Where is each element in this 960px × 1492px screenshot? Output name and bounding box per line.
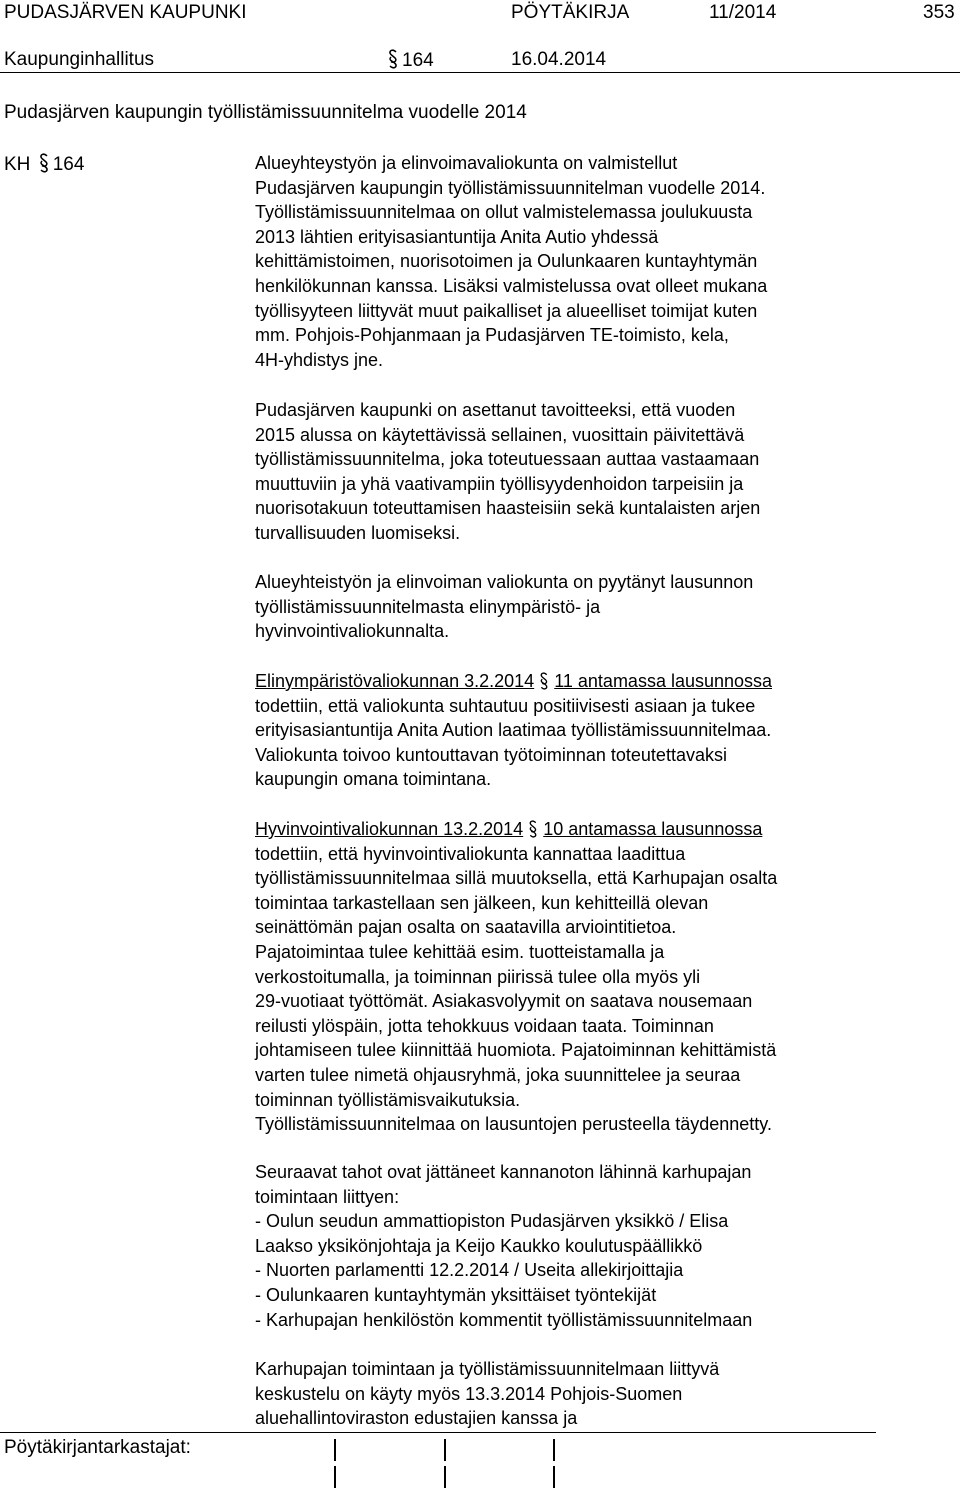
section-sign-icon <box>539 672 549 690</box>
meeting-date: 16.04.2014 <box>511 49 607 70</box>
paragraph-text <box>255 669 895 792</box>
paragraph-preparation <box>255 151 895 372</box>
meeting-body: Kaupunginhallitus <box>4 49 155 70</box>
paragraph-text <box>255 817 895 1137</box>
paragraph-body: todettiin, että hyvinvointivaliokunta kannattaa laadittua työllistämissuunnitelmaa sillä muutoksella, että Karhupajan osalta toimintaa tarkastellaan sen jälkeen, kun kehitteillä olevan seinättömän pajan osalta on saatavilla arviointitietoa. Pajatoimintaa tulee kehittää esim. tuotteistamalla ja verkostoitumalla, ja toiminnan piirissä tulee olla myös yli 29-vuotiaat työttömät. Asiakasvolyymit on saatava nousemaan reilusti ylöspäin, jotta tehokkuus voidaan taata. Toiminnan johtamiseen tulee kiinnittää huomiota. Pajatoiminnan kehittämistä varten tulee nimetä ohjausryhmä, joka suunnittelee ja seuraa toiminnan työllistämisvaikutuksia. Työllistämissuunnitelmaa on lausuntojen perusteella täydennetty. <box>255 843 778 1135</box>
paragraph-welfare-committee <box>255 817 895 1137</box>
paragraph-text: Seuraavat tahot ovat jättäneet kannanoton lähinnä karhupajan toimintaan liittyen: - Oulun seudun ammattiopiston Pudasjärven yksikkö / Elisa Laakso yksikönjohtaja ja Keijo Kaukko koulutuspäällikkö - Nuorten parlamentti 12.2.2014 / Useita allekirjoittajia - Oulunkaaren kuntayhtymän yksittäiset työntekijät - Karhupajan henkilöstön kommentit työllistämissuunnitelmaan <box>255 1162 753 1330</box>
section-number-value: 164 <box>402 50 434 71</box>
paragraph-text: Alueyhteistyön ja elinvoiman valiokunta on pyytänyt lausunnon työllistämissuunnitelmasta elinympäristö- ja hyvinvointivaliokunnalta. <box>255 572 754 642</box>
signature-box-divider <box>444 1466 446 1488</box>
paragraph-statements-list <box>255 1160 895 1332</box>
paragraph-body: todettiin, että valiokunta suhtautuu positiivisesti asiaan ja tukee erityisasiantuntija Anita Aution laatimaa työllistämissuunnitelmaa. Valiokunta toivoo kuntouttavan työtoiminnan toteutettavaksi kaupungin omana toimintana. <box>255 695 772 790</box>
page-title: Pudasjärven kaupungin työllistämissuunnitelma vuodelle 2014 <box>4 102 527 123</box>
paragraph-text: Alueyhteystyön ja elinvoimavaliokunta on valmistellut Pudasjärven kaupungin työllistämissuunnitelman vuodelle 2014. Työllistämissuunnitelmaa on ollut valmistelemassa joulukuusta 2013 lähtien erityisasiantuntija Anita Autio yhdessä kehittämistoimen, nuorisotoimen ja Oulunkaaren kuntayhtymän henkilökunnan kanssa. Lisäksi valmistelussa ovat olleet mukana työllisyyteen liittyvät muut paikalliset ja alueelliset toimijat kuten mm. Pohjois-Pohjanmaan ja Pudasjärven TE-toimisto, kela, 4H-yhdistys jne. <box>255 153 768 370</box>
minutes-checkers-label: Pöytäkirjantarkastajat: <box>4 1437 191 1458</box>
paragraph-statement-request <box>255 570 895 644</box>
underlined-reference: 11 antamassa lausunnossa <box>554 671 773 691</box>
paragraph-text: Pudasjärven kaupunki on asettanut tavoitteeksi, että vuoden 2015 alussa on käytettävissä sellainen, vuosittain päivitettävä työllistämissuunnitelma, joka toteutuessaan auttaa vastaamaan muuttuviin ja yhä vaativampiin työllisyydenhoidon tarpeisiin ja nuorisotakuun toteuttamisen haasteisiin sekä kuntalaisten arjen turvallisuuden luomiseksi. <box>255 400 761 543</box>
footer-divider <box>0 1432 876 1433</box>
signature-box-divider <box>444 1439 446 1461</box>
paragraph-discussion <box>255 1357 895 1431</box>
section-sign-icon <box>388 49 398 69</box>
header-divider <box>0 72 960 73</box>
signature-box-divider <box>334 1439 336 1461</box>
section-sign-icon <box>39 153 49 173</box>
header-organization: PUDASJÄRVEN KAUPUNKI <box>4 2 247 23</box>
signature-box-divider <box>553 1466 555 1488</box>
header-document-type: PÖYTÄKIRJA <box>511 2 630 23</box>
signature-box-divider <box>334 1466 336 1488</box>
section-sign-icon <box>528 820 538 838</box>
paragraph-environment-committee <box>255 669 895 792</box>
header-document-number: 11/2014 <box>709 2 777 23</box>
paragraph-text: Karhupajan toimintaan ja työllistämissuunnitelmaan liittyvä keskustelu on käyty myös 13.3.2014 Pohjois-Suomen aluehallintoviraston edustajien kanssa ja <box>255 1359 720 1429</box>
underlined-reference: 10 antamassa lausunnossa <box>543 819 763 839</box>
header-page-number: 353 <box>923 2 955 23</box>
section-number <box>388 49 434 72</box>
underlined-reference: Hyvinvointivaliokunnan 13.2.2014 <box>255 819 524 839</box>
signature-box-divider <box>553 1439 555 1461</box>
underlined-reference: Elinympäristövaliokunnan 3.2.2014 <box>255 671 535 691</box>
kh-section-label <box>4 153 84 176</box>
kh-label-text: KH <box>4 154 31 175</box>
kh-number: 164 <box>52 154 85 175</box>
paragraph-goal <box>255 398 895 546</box>
